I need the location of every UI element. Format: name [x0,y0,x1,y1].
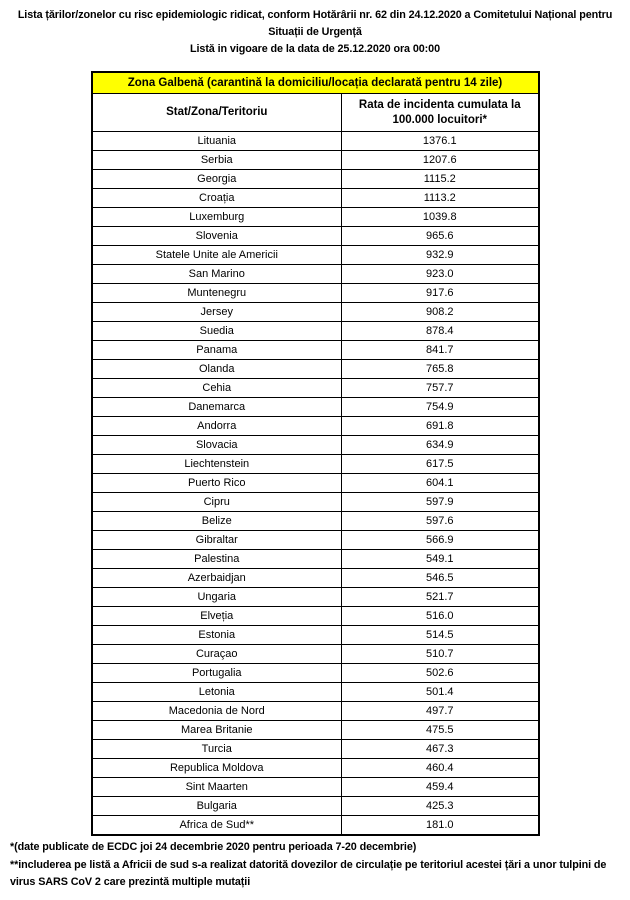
rate-cell: 475.5 [342,721,539,740]
country-cell: Elveția [92,607,342,626]
column-header-row [92,94,539,132]
country-cell: Serbia [92,151,342,170]
rate-cell: 634.9 [342,436,539,455]
country-cell: Jersey [92,303,342,322]
table-row [92,151,539,170]
table-row [92,569,539,588]
rate-cell: 932.9 [342,246,539,265]
table-row [92,683,539,702]
country-cell: Suedia [92,322,342,341]
rate-cell: 965.6 [342,227,539,246]
table-row [92,265,539,284]
country-cell: Letonia [92,683,342,702]
country-cell: Andorra [92,417,342,436]
rate-cell: 1207.6 [342,151,539,170]
rate-cell: 754.9 [342,398,539,417]
rate-cell: 516.0 [342,607,539,626]
table-row [92,759,539,778]
country-cell: Cipru [92,493,342,512]
rate-cell: 467.3 [342,740,539,759]
table-body [92,132,539,836]
rate-cell: 546.5 [342,569,539,588]
rate-cell: 757.7 [342,379,539,398]
table-row [92,417,539,436]
country-cell: Ungaria [92,588,342,607]
rate-cell: 765.8 [342,360,539,379]
country-cell: Marea Britanie [92,721,342,740]
table-row [92,189,539,208]
table-row [92,398,539,417]
rate-cell: 510.7 [342,645,539,664]
table-row [92,436,539,455]
rate-cell: 181.0 [342,816,539,836]
country-cell: Portugalia [92,664,342,683]
table-row [92,227,539,246]
country-cell: Bulgaria [92,797,342,816]
table-row [92,588,539,607]
country-cell: Puerto Rico [92,474,342,493]
country-cell: Slovenia [92,227,342,246]
rate-cell: 841.7 [342,341,539,360]
rate-cell: 617.5 [342,455,539,474]
country-cell: Panama [92,341,342,360]
table-row [92,645,539,664]
table-row [92,379,539,398]
country-cell: Slovacia [92,436,342,455]
rate-cell: 917.6 [342,284,539,303]
zone-header: Zona Galbenă (carantină la domiciliu/locația declarată pentru 14 zile) [92,72,539,94]
rate-cell: 459.4 [342,778,539,797]
country-cell: Muntenegru [92,284,342,303]
country-cell: Lituania [92,132,342,151]
country-cell: Palestina [92,550,342,569]
incidence-table [91,71,540,836]
country-cell: Macedonia de Nord [92,702,342,721]
country-cell: Sint Maarten [92,778,342,797]
rate-cell: 497.7 [342,702,539,721]
country-cell: Curaçao [92,645,342,664]
country-cell: Republica Moldova [92,759,342,778]
rate-cell: 1039.8 [342,208,539,227]
rate-cell: 502.6 [342,664,539,683]
table-row [92,512,539,531]
table-row [92,664,539,683]
country-cell: Cehia [92,379,342,398]
country-cell: Luxemburg [92,208,342,227]
rate-cell: 1115.2 [342,170,539,189]
zone-header-row [92,72,539,94]
table-row [92,360,539,379]
rate-cell: 514.5 [342,626,539,645]
column-header-country: Stat/Zona/Teritoriu [92,94,342,132]
rate-cell: 923.0 [342,265,539,284]
table-row [92,284,539,303]
table-row [92,550,539,569]
country-cell: Estonia [92,626,342,645]
country-cell: Georgia [92,170,342,189]
table-row [92,702,539,721]
table-row [92,132,539,151]
country-cell: Statele Unite ale Americii [92,246,342,265]
rate-cell: 1113.2 [342,189,539,208]
rate-cell: 566.9 [342,531,539,550]
country-cell: Belize [92,512,342,531]
table-row [92,531,539,550]
table-row [92,322,539,341]
table-row [92,607,539,626]
rate-cell: 908.2 [342,303,539,322]
rate-cell: 501.4 [342,683,539,702]
title-block [10,7,620,58]
table-row [92,455,539,474]
rate-cell: 521.7 [342,588,539,607]
table-row [92,208,539,227]
table-row [92,341,539,360]
country-cell: Turcia [92,740,342,759]
table-row [92,626,539,645]
country-cell: Africa de Sud** [92,816,342,836]
rate-cell: 691.8 [342,417,539,436]
rate-cell: 549.1 [342,550,539,569]
rate-cell: 1376.1 [342,132,539,151]
table-row [92,778,539,797]
country-cell: Danemarca [92,398,342,417]
document-title: Lista țărilor/zonelor cu risc epidemiologic ridicat, conform Hotărârii nr. 62 din 24.12.2020 a Comitetului Național pentru Situații de Urgență [17,9,613,38]
table-row [92,246,539,265]
footnote-south-africa: **includerea pe listă a Africii de sud s-a realizat datorită dovezilor de circulație pe teritoriul acestei țări a unor tulpini de virus SARS CoV 2 care prezintă multiple mutații [10,858,607,888]
rate-cell: 425.3 [342,797,539,816]
column-header-rate: Rata de incidenta cumulata la 100.000 locuitori* [342,94,539,132]
table-row [92,721,539,740]
country-cell: Croația [92,189,342,208]
rate-cell: 878.4 [342,322,539,341]
country-cell: Olanda [92,360,342,379]
table-row [92,303,539,322]
footnote-ecdc: *(date publicate de ECDC joi 24 decembrie 2020 pentru perioada 7-20 decembrie) [10,841,417,853]
table-row [92,170,539,189]
country-cell: Azerbaidjan [92,569,342,588]
footnotes [10,839,620,892]
rate-cell: 604.1 [342,474,539,493]
table-row [92,740,539,759]
country-cell: Gibraltar [92,531,342,550]
rate-cell: 597.6 [342,512,539,531]
document-effective-date: Listă in vigoare de la data de 25.12.2020 ora 00:00 [190,43,440,55]
country-cell: San Marino [92,265,342,284]
rate-cell: 460.4 [342,759,539,778]
table-row [92,474,539,493]
country-cell: Liechtenstein [92,455,342,474]
table-row [92,493,539,512]
rate-cell: 597.9 [342,493,539,512]
table-row [92,797,539,816]
table-row [92,816,539,836]
